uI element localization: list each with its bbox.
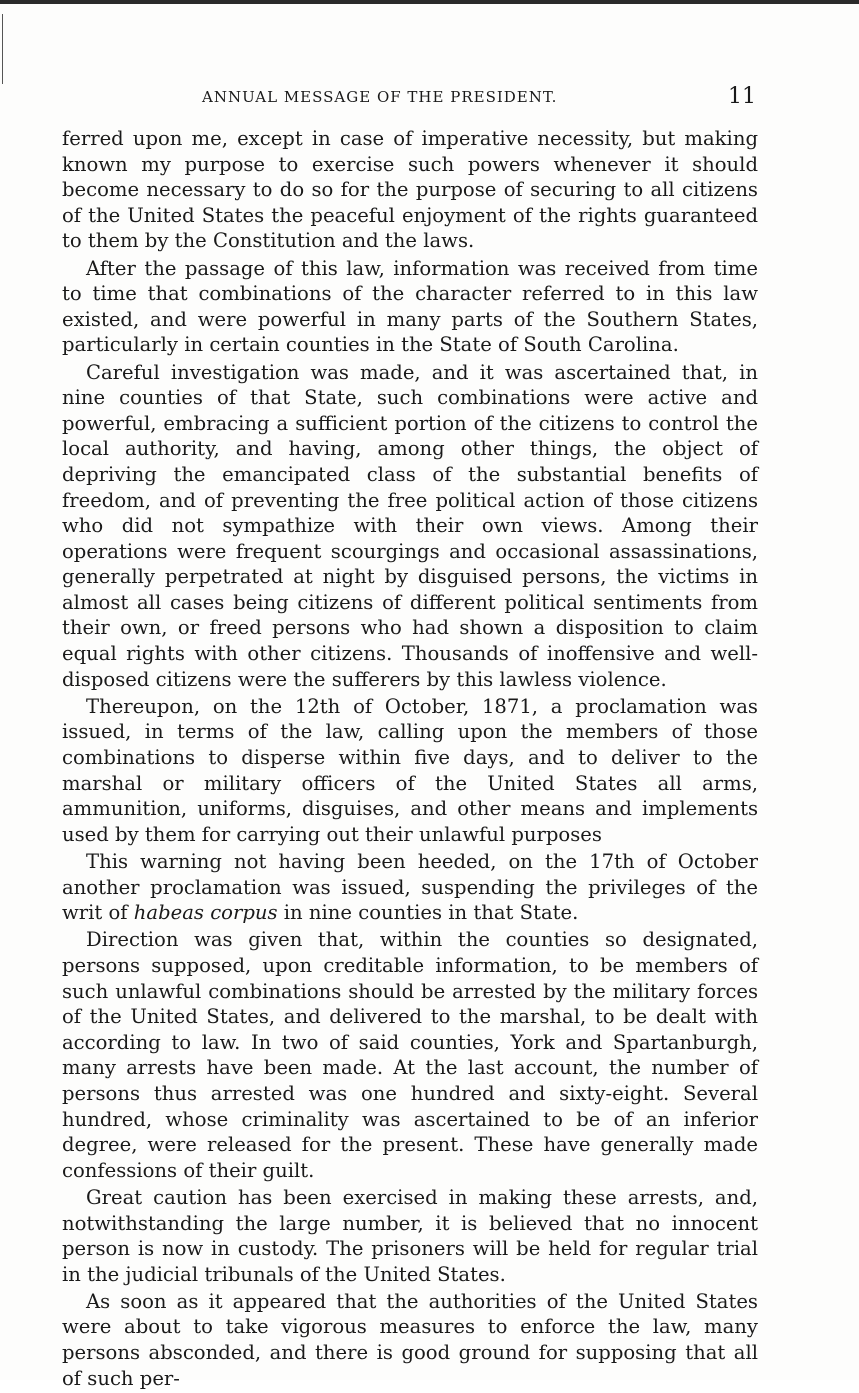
paragraph: Great caution has been exercised in making these arrests, and, notwithstanding the large number, it is believed that no innocent person is now in custody. The prisoners will be held for regular trial in the judicial tribunals of the United States. [62, 1185, 758, 1286]
paragraph: Thereupon, on the 12th of October, 1871, a proclamation was issued, in terms of the law, calling upon the members of those combinations to disperse within five days, and to deliver to the marshal or military officers of the United States all arms, ammunition, uniforms, disguises, and other means and implements used by them for carrying out their unlawful purposes [62, 694, 758, 846]
top-border-rule [0, 0, 859, 4]
paragraph: After the passage of this law, information was received from time to time that combinations of the character referred to in this law existed, and were powerful in many parts of the Southern States, particularly in certain counties in the State of South Carolina. [62, 256, 758, 357]
left-edge-mark [2, 14, 3, 84]
paragraph-text-after: in nine counties in that State. [277, 901, 579, 925]
running-head: ANNUAL MESSAGE OF THE PRESIDENT. [202, 88, 558, 106]
paragraph: As soon as it appeared that the authorities of the United States were about to take vigorous measures to enforce the law, many persons absconded, and there is good ground for supposing that all of such per- [62, 1289, 758, 1390]
paragraph: Careful investigation was made, and it was ascertained that, in nine counties of that State, such combinations were active and powerful, embracing a sufficient portion of the citizens to control the local authority, and having, among other things, the object of depriving the emancipated class of the substantial benefits of freedom, and of preventing the free political action of those citizens who did not sympathize with their own views. Among their operations were frequent scourgings and occasional assassinations, generally perpetrated at night by disguised persons, the victims in almost all cases being citizens of different political sentiments from their own, or freed persons who had shown a disposition to claim equal rights with other citizens. Thousands of inoffensive and well-disposed citizens were the sufferers by this lawless violence. [62, 360, 758, 691]
paragraph-habeas-corpus [62, 849, 758, 926]
page-header [62, 84, 762, 114]
paragraph: Direction was given that, within the counties so designated, persons supposed, upon creditable information, to be members of such unlawful combinations should be arrested by the military forces of the United States, and delivered to the marshal, to be dealt with according to law. In two of said counties, York and Spartanburgh, many arrests have been made. At the last account, the number of persons thus arrested was one hundred and sixty-eight. Several hundred, whose criminality was ascertained to be of an inferior degree, were released for the present. These have generally made confessions of their guilt. [62, 928, 758, 1182]
paragraph-continued: ferred upon me, except in case of imperative necessity, but making known my purpose to exercise such powers whenever it should become necessary to do so for the purpose of securing to all citizens of the United States the peaceful enjoyment of the rights guaranteed to them by the Constitution and the laws. [62, 127, 758, 253]
body-text [62, 126, 758, 1393]
italic-term: habeas corpus [133, 901, 278, 925]
page-number: 11 [728, 84, 756, 109]
paragraph-text-before: This warning not having been heeded, on the 17th of October another proclamation was issued, suspending the privileges of the writ of [62, 850, 758, 925]
